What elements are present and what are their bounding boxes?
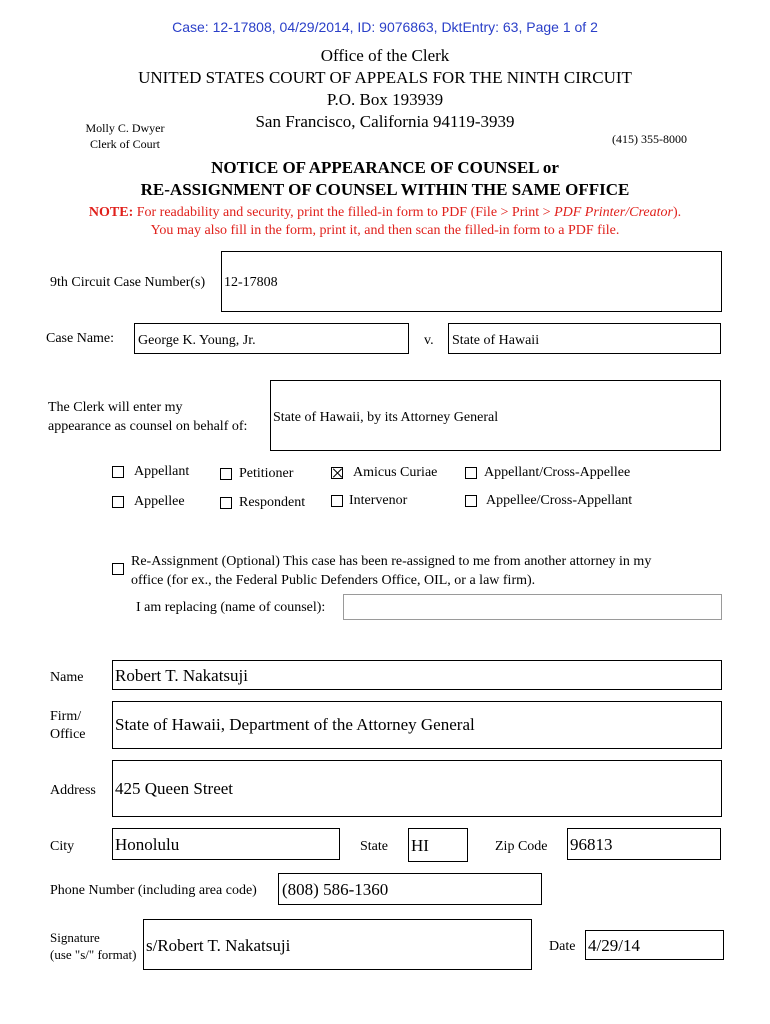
replacing-label: I am replacing (name of counsel): xyxy=(136,600,326,615)
city-label: City xyxy=(50,839,75,854)
behalf-label-line2: appearance as counsel on behalf of: xyxy=(48,419,248,434)
clerk-office-title: Office of the Clerk xyxy=(320,46,450,65)
note-text-2: ). xyxy=(672,205,682,220)
case-number-value: 12-17808 xyxy=(224,275,278,290)
date-value: 4/29/14 xyxy=(588,936,640,955)
appellant-label: Appellant xyxy=(134,464,190,479)
court-city: San Francisco, California 94119-3939 xyxy=(255,112,515,131)
date-label: Date xyxy=(549,939,576,954)
intervenor-label: Intervenor xyxy=(349,493,408,508)
signature-label-line2: (use "s/" format) xyxy=(50,947,137,962)
firm-value: State of Hawaii, Department of the Attorney General xyxy=(115,715,475,734)
appellant-cross-appellee-checkbox[interactable] xyxy=(465,467,477,479)
signature-label-line1: Signature xyxy=(50,930,100,945)
firm-label-line1: Firm/ xyxy=(50,709,82,724)
party1-value: George K. Young, Jr. xyxy=(138,333,256,348)
respondent-checkbox[interactable] xyxy=(220,497,232,509)
behalf-value: State of Hawaii, by its Attorney General xyxy=(273,410,499,425)
appellant-checkbox[interactable] xyxy=(112,466,124,478)
intervenor-checkbox[interactable] xyxy=(331,495,343,507)
zip-label: Zip Code xyxy=(495,839,548,854)
name-label: Name xyxy=(50,670,84,685)
appellant-cross-appellee-label: Appellant/Cross-Appellee xyxy=(484,465,631,480)
appellee-label: Appellee xyxy=(134,494,185,509)
city-value: Honolulu xyxy=(115,835,180,854)
appellee-checkbox[interactable] xyxy=(112,496,124,508)
po-box: P.O. Box 193939 xyxy=(326,90,444,109)
reassignment-checkbox[interactable] xyxy=(112,563,124,575)
petitioner-label: Petitioner xyxy=(239,466,294,481)
amicus-curiae-label: Amicus Curiae xyxy=(353,465,438,480)
appellee-cross-appellant-checkbox[interactable] xyxy=(465,495,477,507)
case-number-field[interactable] xyxy=(221,251,722,312)
note-text-italic: PDF Printer/Creator xyxy=(554,205,673,220)
reassignment-line2: office (for ex., the Federal Public Defenders Office, OIL, or a law firm). xyxy=(131,573,536,588)
zip-value: 96813 xyxy=(570,835,613,854)
clerk-name: Molly C. Dwyer xyxy=(85,121,165,135)
address-value: 425 Queen Street xyxy=(115,779,234,798)
court-phone: (415) 355-8000 xyxy=(612,132,687,146)
petitioner-checkbox[interactable] xyxy=(220,468,232,480)
form-title-line1: NOTICE OF APPEARANCE OF COUNSEL or xyxy=(211,158,559,177)
appellee-cross-appellant-label: Appellee/Cross-Appellant xyxy=(486,493,633,508)
reassignment-line1: Re-Assignment (Optional) This case has been re-assigned to me from another attorney in my xyxy=(131,554,652,569)
party2-value: State of Hawaii xyxy=(452,333,540,348)
note-line1 xyxy=(0,205,770,221)
phone-value: (808) 586-1360 xyxy=(282,880,389,899)
behalf-label-line1: The Clerk will enter my xyxy=(48,400,183,415)
phone-label: Phone Number (including area code) xyxy=(50,883,257,898)
name-value: Robert T. Nakatsuji xyxy=(115,666,248,685)
note-label: NOTE: xyxy=(88,205,134,220)
state-label: State xyxy=(360,839,388,854)
firm-label-line2: Office xyxy=(50,727,86,742)
amicus-curiae-checkbox[interactable] xyxy=(331,467,343,479)
docket-stamp: Case: 12-17808, 04/29/2014, ID: 9076863, DktEntry: 63, Page 1 of 2 xyxy=(172,19,598,35)
versus-label: v. xyxy=(424,333,434,348)
respondent-label: Respondent xyxy=(239,495,306,510)
clerk-title: Clerk of Court xyxy=(90,137,160,151)
form-title-line2: RE-ASSIGNMENT OF COUNSEL WITHIN THE SAME OFFICE xyxy=(140,180,630,199)
case-name-label: Case Name: xyxy=(46,331,115,346)
court-name: UNITED STATES COURT OF APPEALS FOR THE NINTH CIRCUIT xyxy=(138,68,632,87)
signature-value: s/Robert T. Nakatsuji xyxy=(146,936,291,955)
state-value: HI xyxy=(411,836,429,855)
address-label: Address xyxy=(50,783,96,798)
note-line2: You may also fill in the form, print it, and then scan the filled-in form to a PDF file. xyxy=(150,223,620,238)
case-number-label: 9th Circuit Case Number(s) xyxy=(50,275,206,290)
note-text-1: For readability and security, print the filled-in form to PDF (File > Print > xyxy=(133,205,555,220)
replacing-field[interactable] xyxy=(343,594,722,620)
